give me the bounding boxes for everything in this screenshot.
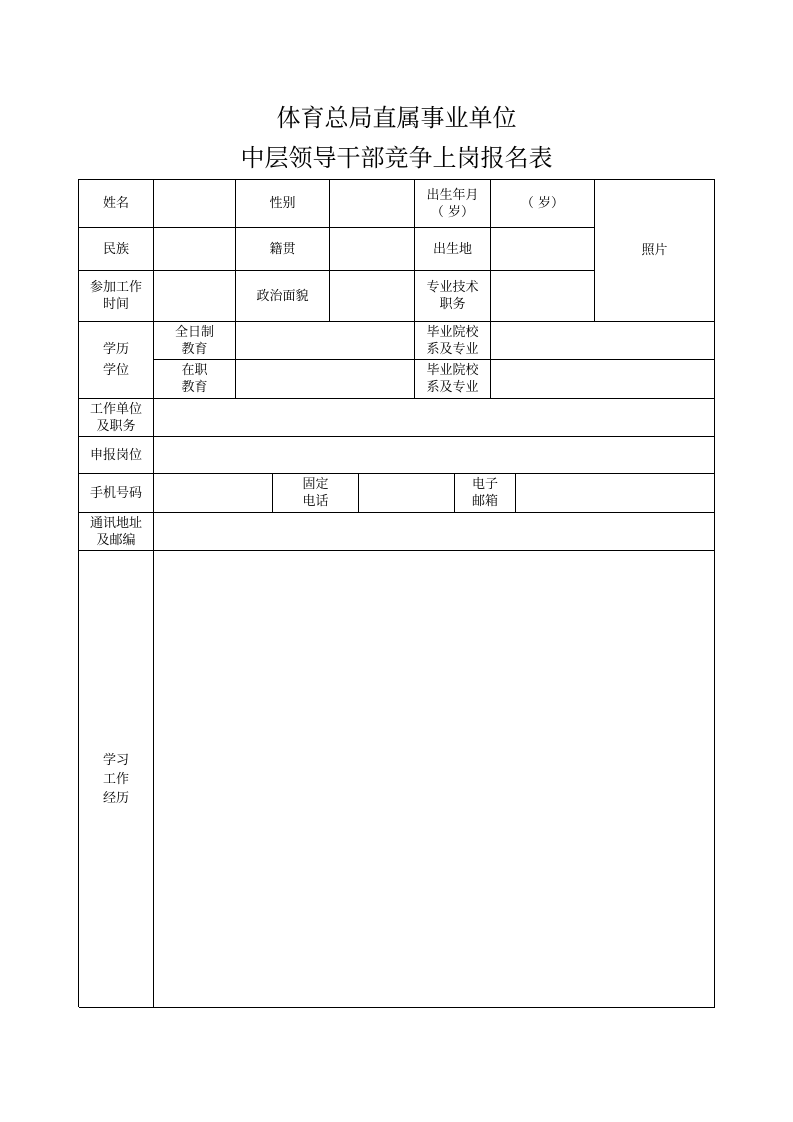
birthplace-field[interactable] (491, 228, 595, 271)
inservice-education-label: 在职 教育 (154, 360, 236, 399)
photo-label: 照片 (641, 243, 668, 258)
gender-label: 性别 (236, 180, 330, 228)
prof-title-label: 专业技术 职务 (415, 271, 491, 322)
fulltime-degree-field[interactable] (236, 322, 415, 360)
name-label: 姓名 (79, 180, 154, 228)
registration-form-table (78, 179, 715, 1007)
political-label: 政治面貌 (236, 271, 330, 322)
address-label: 通讯地址 及邮编 (79, 513, 154, 551)
political-field[interactable] (330, 271, 415, 322)
fulltime-school-field[interactable] (491, 322, 715, 360)
ethnicity-label: 民族 (79, 228, 154, 271)
fulltime-school-label: 毕业院校 系及专业 (415, 322, 491, 360)
work-start-field[interactable] (154, 271, 236, 322)
education-label: 学历 学位 (79, 322, 154, 399)
ethnicity-field[interactable] (154, 228, 236, 271)
landline-field[interactable] (359, 474, 455, 513)
position-field[interactable] (154, 437, 715, 474)
position-label: 申报岗位 (79, 437, 154, 474)
birth-date-field[interactable] (491, 180, 595, 228)
birth-date-label: 出生年月 （ 岁） (415, 180, 491, 228)
photo-box[interactable] (595, 180, 715, 322)
inservice-degree-field[interactable] (236, 360, 415, 399)
experience-label: 学习 工作 经历 (79, 551, 154, 1008)
employer-field[interactable] (154, 399, 715, 437)
form-title-line2: 中层领导干部竞争上岗报名表 (240, 144, 553, 172)
gender-field[interactable] (330, 180, 415, 228)
prof-title-field[interactable] (491, 271, 595, 322)
mobile-field[interactable] (154, 474, 273, 513)
mobile-label: 手机号码 (79, 474, 154, 513)
native-place-label: 籍贯 (236, 228, 330, 271)
landline-label: 固定 电话 (273, 474, 359, 513)
employer-label: 工作单位 及职务 (79, 399, 154, 437)
age-hint: （ 岁） (520, 196, 565, 211)
email-label: 电子 邮箱 (455, 474, 516, 513)
name-field[interactable] (154, 180, 236, 228)
native-place-field[interactable] (330, 228, 415, 271)
inservice-school-field[interactable] (491, 360, 715, 399)
work-start-label: 参加工作 时间 (79, 271, 154, 322)
email-field[interactable] (516, 474, 715, 513)
form-title-line1: 体育总局直属事业单位 (276, 104, 517, 132)
fulltime-education-label: 全日制 教育 (154, 322, 236, 360)
birthplace-label: 出生地 (415, 228, 491, 271)
experience-field[interactable] (154, 551, 715, 1008)
address-field[interactable] (154, 513, 715, 551)
inservice-school-label: 毕业院校 系及专业 (415, 360, 491, 399)
